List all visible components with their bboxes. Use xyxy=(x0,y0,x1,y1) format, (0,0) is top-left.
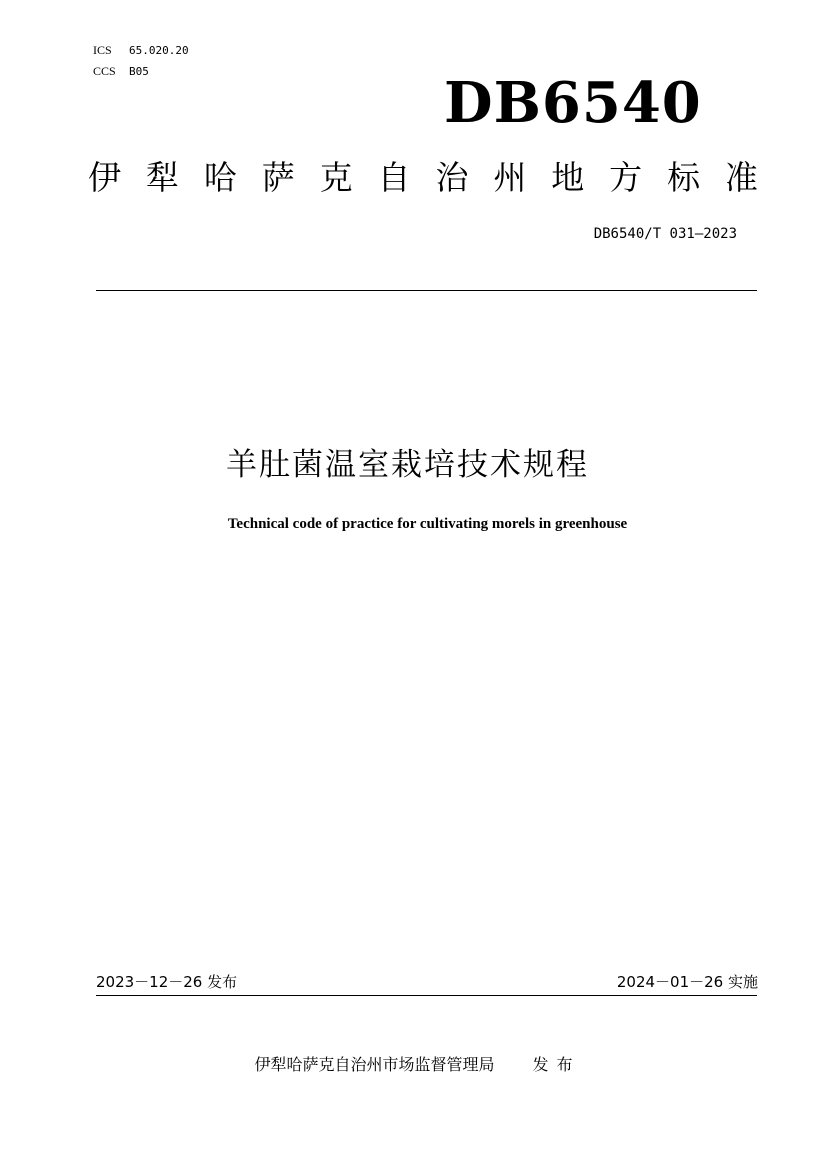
standard-type-char: 犁 xyxy=(145,158,179,197)
ics-label: ICS xyxy=(93,43,112,57)
document-title-chinese: 羊肚菌温室栽培技术规程 xyxy=(226,447,589,483)
standard-type-char: 伊 xyxy=(88,158,121,197)
standard-type-char: 标 xyxy=(667,158,701,197)
footer-divider xyxy=(96,995,757,996)
standard-type-char: 克 xyxy=(319,158,353,197)
document-title-english: Technical code of practice for cultivating morels in greenhouse xyxy=(227,516,628,532)
standard-type-char: 州 xyxy=(493,158,527,197)
classification-codes xyxy=(93,40,189,82)
standard-type-char: 治 xyxy=(435,158,469,197)
issuer-name: 伊犁哈萨克自治州市场监督管理局 xyxy=(254,1055,495,1074)
implementation-date: 2024－01－26 实施 xyxy=(616,973,758,991)
issue-date: 2023－12－26 发布 xyxy=(96,973,238,991)
ics-row xyxy=(93,40,189,61)
ics-value: 65.020.20 xyxy=(129,44,189,57)
ccs-row xyxy=(93,61,189,82)
header-divider xyxy=(96,290,757,291)
standard-type-char: 哈 xyxy=(203,158,237,197)
standard-type-char: 地 xyxy=(551,158,585,197)
issuer-action: 发布 xyxy=(532,1055,581,1074)
ccs-label: CCS xyxy=(93,64,116,78)
standard-type-char: 自 xyxy=(377,158,411,197)
standard-number: DB6540/T 031—2023 xyxy=(593,226,737,242)
ccs-value: B05 xyxy=(129,65,149,78)
standard-code: DB6540 xyxy=(444,70,702,136)
standard-type-char: 萨 xyxy=(261,158,295,197)
issuer-line xyxy=(0,1053,815,1077)
standard-type-char: 方 xyxy=(609,158,643,197)
standard-type-char: 准 xyxy=(724,158,758,197)
standard-type xyxy=(88,154,758,202)
